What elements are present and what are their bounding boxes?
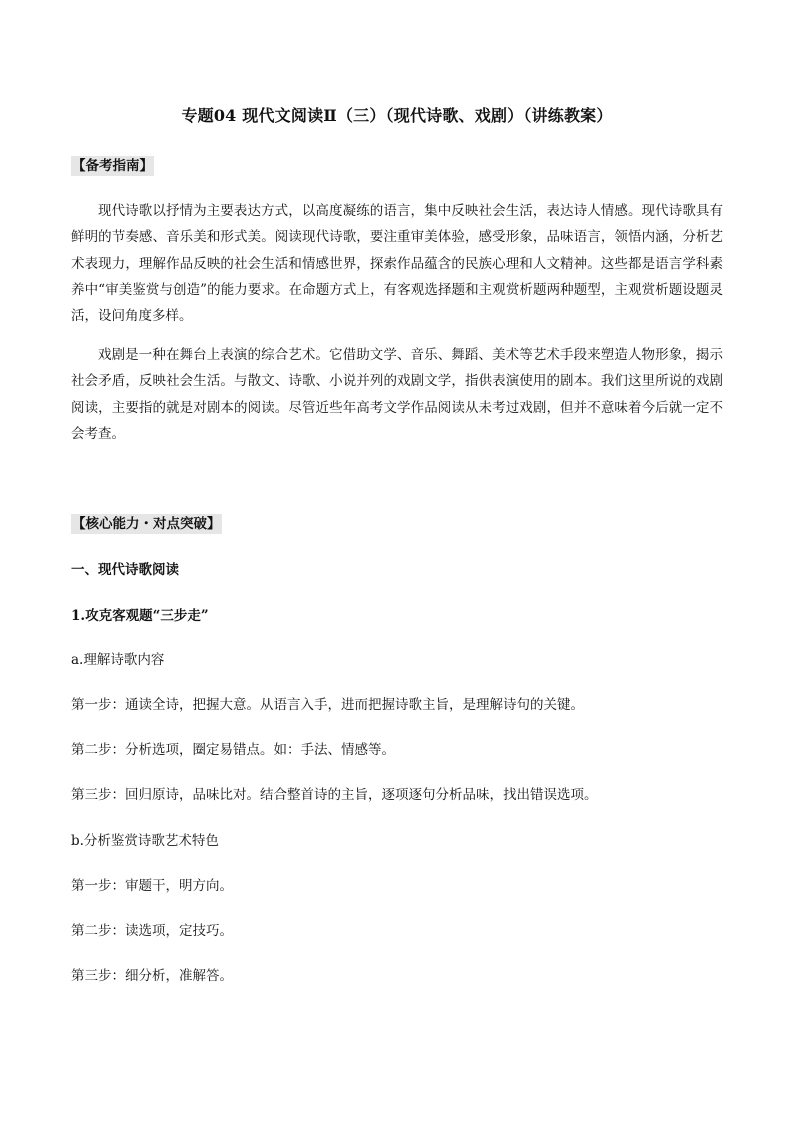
- b-step-1: 第一步：审题干，明方向。: [71, 878, 233, 894]
- subheading-analyze-art: b.分析鉴赏诗歌艺术特色: [71, 833, 219, 849]
- a-step-1: 第一步：通读全诗，把握大意。从语言入手，进而把握诗歌主旨，是理解诗句的关键。: [71, 697, 584, 713]
- section-tag-core-ability: 【核心能力・对点突破】: [72, 516, 221, 532]
- paragraph-drama-intro: 戏剧是一种在舞台上表演的综合艺术。它借助文学、音乐、舞蹈、美术等艺术手段来塑造人物形象，揭示社会矛盾，反映社会生活。与散文、诗歌、小说并列的戏剧文学，指供表演使用的剧本。我们这里所说的戏剧阅读，主要指的就是对剧本的阅读。尽管近些年高考文学作品阅读从未考过戏剧，但并不意味着今后就一定不会考查。: [71, 347, 723, 442]
- a-step-2: 第二步：分析选项，圈定易错点。如：手法、情感等。: [71, 742, 395, 758]
- section-tag-exam-guide: 【备考指南】: [72, 158, 153, 174]
- subheading-understand-content: a.理解诗歌内容: [71, 652, 165, 668]
- heading-three-steps: 1.攻克客观题“三步走”: [71, 608, 209, 624]
- b-step-2: 第二步：读选项，定技巧。: [71, 923, 233, 939]
- heading-modern-poetry-reading: 一、现代诗歌阅读: [71, 562, 179, 578]
- b-step-3: 第三步：细分析，准解答。: [71, 968, 233, 984]
- document-title: 专题04 现代文阅读Ⅱ（三）（现代诗歌、戏剧）（讲练教案）: [181, 106, 613, 125]
- paragraph-modern-poetry-intro: 现代诗歌以抒情为主要表达方式，以高度凝练的语言，集中反映社会生活，表达诗人情感。现代诗歌具有鲜明的节奏感、音乐美和形式美。阅读现代诗歌，要注重审美体验，感受形象，品味语言，领悟内涵，分析艺术表现力，理解作品反映的社会生活和情感世界，探索作品蕴含的民族心理和人文精神。这些都是语言学科素养中“审美鉴赏与创造”的能力要求。在命题方式上，有客观选择题和主观赏析题两种题型，主观赏析题设题灵活，设问角度多样。: [71, 203, 723, 325]
- a-step-3: 第三步：回归原诗，品味比对。结合整首诗的主旨，逐项逐句分析品味，找出错误选项。: [71, 787, 598, 803]
